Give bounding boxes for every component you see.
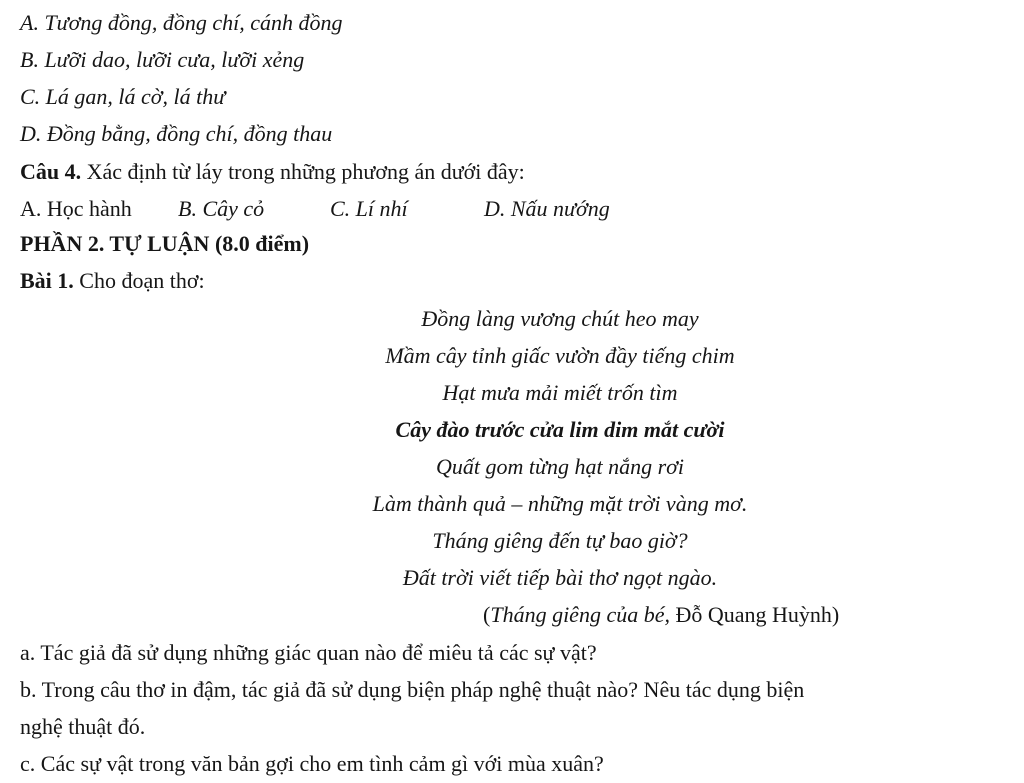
q3-option-d: D. Đồng bằng, đồng chí, đồng thau xyxy=(20,121,333,146)
q4-number: Câu 4. xyxy=(20,159,82,184)
q4-options xyxy=(20,196,132,222)
part2-heading: PHẦN 2. TỰ LUẬN (8.0 điểm) xyxy=(20,231,310,256)
poem-line-6: Làm thành quả – những mặt trời vàng mơ. xyxy=(372,491,748,516)
poem-line-7: Tháng giêng đến tự bao giờ? xyxy=(432,528,688,553)
q3-option-b: B. Lưỡi dao, lưỡi cưa, lưỡi xẻng xyxy=(20,47,305,72)
source-title: Tháng giêng của bé, xyxy=(490,602,670,627)
question-b-line-1: b. Trong câu thơ in đậm, tác giả đã sử dụng biện pháp nghệ thuật nào? Nêu tác dụng biện xyxy=(20,677,805,702)
bai1-label: Bài 1. xyxy=(20,268,74,293)
q4-question xyxy=(20,159,525,185)
poem-line-2: Mầm cây tỉnh giấc vườn đầy tiếng chim xyxy=(385,343,735,368)
q4-option-c: C. Lí nhí xyxy=(330,196,408,221)
question-a: a. Tác giả đã sử dụng những giác quan nào để miêu tả các sự vật? xyxy=(20,640,597,665)
poem-line-3: Hạt mưa mải miết trốn tìm xyxy=(442,380,678,405)
source-author: Đỗ Quang Huỳnh) xyxy=(669,602,840,627)
q3-option-a: A. Tương đồng, đồng chí, cánh đồng xyxy=(20,10,343,35)
question-c: c. Các sự vật trong văn bản gợi cho em tình cảm gì với mùa xuân? xyxy=(20,751,604,776)
q3-option-c: C. Lá gan, lá cờ, lá thư xyxy=(20,84,226,109)
source-paren: ( xyxy=(483,602,491,627)
q4-option-b-wrap xyxy=(178,196,264,222)
q4-option-b: B. Cây cỏ xyxy=(178,196,265,221)
question-b-line-2: nghệ thuật đó. xyxy=(20,714,146,739)
poem-line-8: Đất trời viết tiếp bài thơ ngọt ngào. xyxy=(402,565,718,590)
bai1-intro xyxy=(20,268,205,294)
q4-option-d: D. Nấu nướng xyxy=(484,196,610,221)
q4-option-d-wrap xyxy=(484,196,610,222)
q4-option-c-wrap xyxy=(330,196,408,222)
bai1-text: Cho đoạn thơ: xyxy=(73,268,205,293)
q4-option-a: A. Học hành xyxy=(20,196,132,221)
poem-line-1: Đồng làng vương chút heo may xyxy=(421,306,699,331)
poem-line-4-bold: Cây đào trước cửa lim dim mắt cười xyxy=(395,417,725,442)
q4-text: Xác định từ láy trong những phương án dưới đây: xyxy=(81,159,525,184)
poem-source xyxy=(483,602,839,628)
poem-line-5: Quất gom từng hạt nắng rơi xyxy=(435,454,685,479)
